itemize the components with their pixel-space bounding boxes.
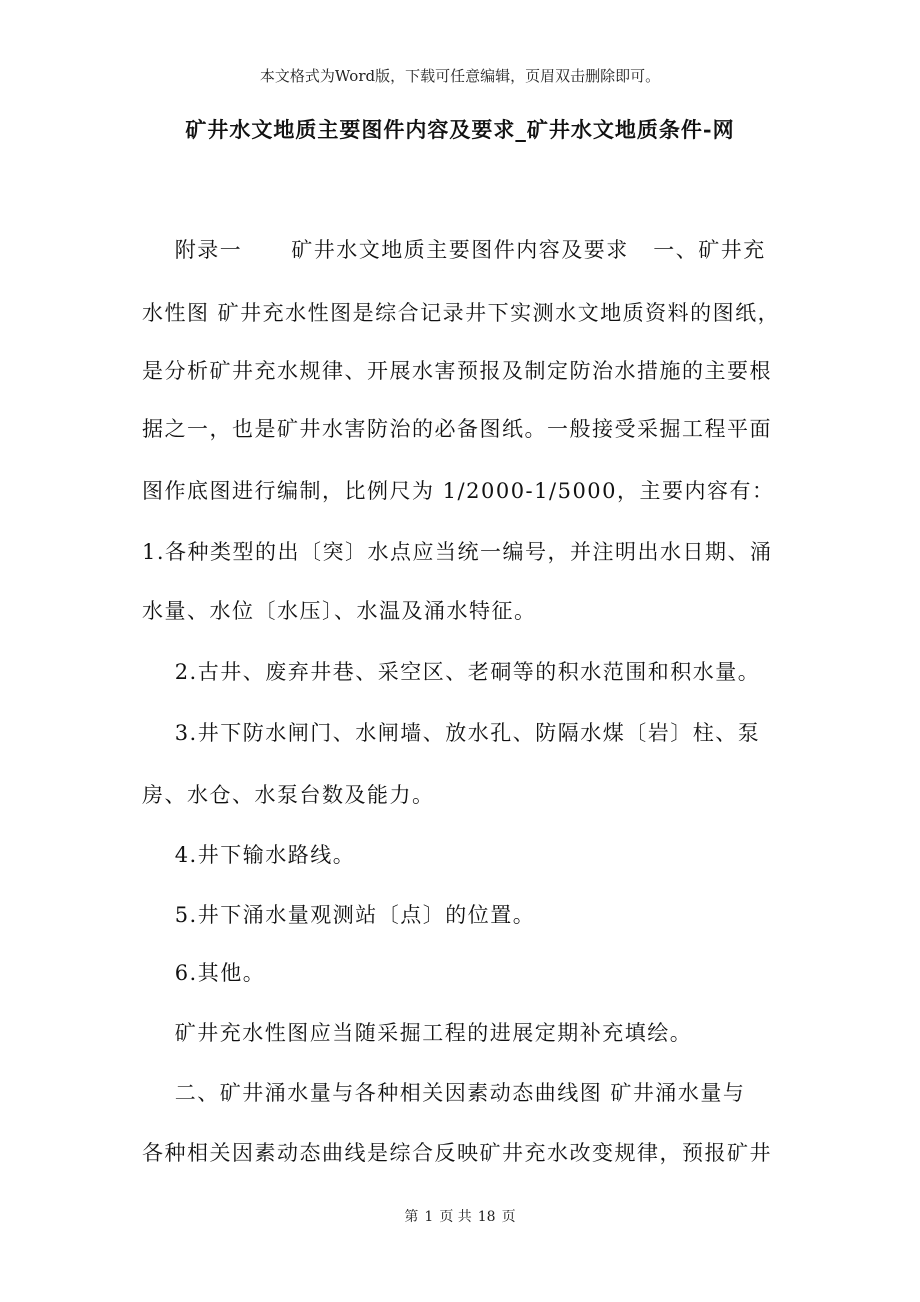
footer-mid: 页 共 bbox=[439, 1209, 472, 1225]
body-line-1: 附录一 矿井水文地质主要图件内容及要求 一、矿井充 bbox=[142, 238, 766, 262]
body-line-12: 5.井下涌水量观测站〔点〕的位置。 bbox=[142, 903, 536, 927]
page-footer bbox=[0, 1208, 920, 1226]
body-line-11: 4.井下输水路线。 bbox=[142, 843, 356, 867]
document-title: 矿井水文地质主要图件内容及要求_矿井水文地质条件-网 bbox=[185, 117, 735, 142]
footer-prefix: 第 bbox=[404, 1209, 419, 1225]
body-line-4: 据之一，也是矿井水害防治的必备图纸。一般接受采掘工程平面 bbox=[142, 417, 772, 441]
footer-suffix: 页 bbox=[501, 1209, 516, 1225]
body-line-7: 水量、水位〔水压〕、水温及涌水特征。 bbox=[142, 599, 537, 623]
body-line-14: 矿井充水性图应当随采掘工程的进展定期补充填绘。 bbox=[142, 1021, 693, 1045]
footer-total-pages: 18 bbox=[477, 1209, 496, 1225]
footer-current-page: 1 bbox=[424, 1209, 434, 1225]
body-line-10: 房、水仓、水泵台数及能力。 bbox=[142, 783, 435, 807]
body-line-6: 1.各种类型的出〔突〕水点应当统一编号，并注明出水日期、涌 bbox=[142, 540, 773, 564]
header-note: 本文格式为Word版，下载可任意编辑，页眉双击删除即可。 bbox=[259, 67, 661, 85]
body-line-9: 3.井下防水闸门、水闸墙、放水孔、防隔水煤〔岩〕柱、泵 bbox=[142, 721, 761, 745]
body-line-15: 二、矿井涌水量与各种相关因素动态曲线图 矿井涌水量与 bbox=[142, 1081, 746, 1105]
body-line-5: 图作底图进行编制，比例尺为 1/2000-1/5000，主要内容有： bbox=[142, 479, 775, 503]
body-line-3: 是分析矿井充水规律、开展水害预报及制定防治水措施的主要根 bbox=[142, 359, 772, 383]
body-line-2: 水性图 矿井充水性图是综合记录井下实测水文地质资料的图纸， bbox=[142, 301, 781, 325]
body-line-8: 2.古井、废弃井巷、采空区、老硐等的积水范围和积水量。 bbox=[142, 660, 761, 684]
body-line-16: 各种相关因素动态曲线是综合反映矿井充水改变规律，预报矿井 bbox=[142, 1141, 772, 1165]
body-line-13: 6.其他。 bbox=[142, 961, 266, 985]
